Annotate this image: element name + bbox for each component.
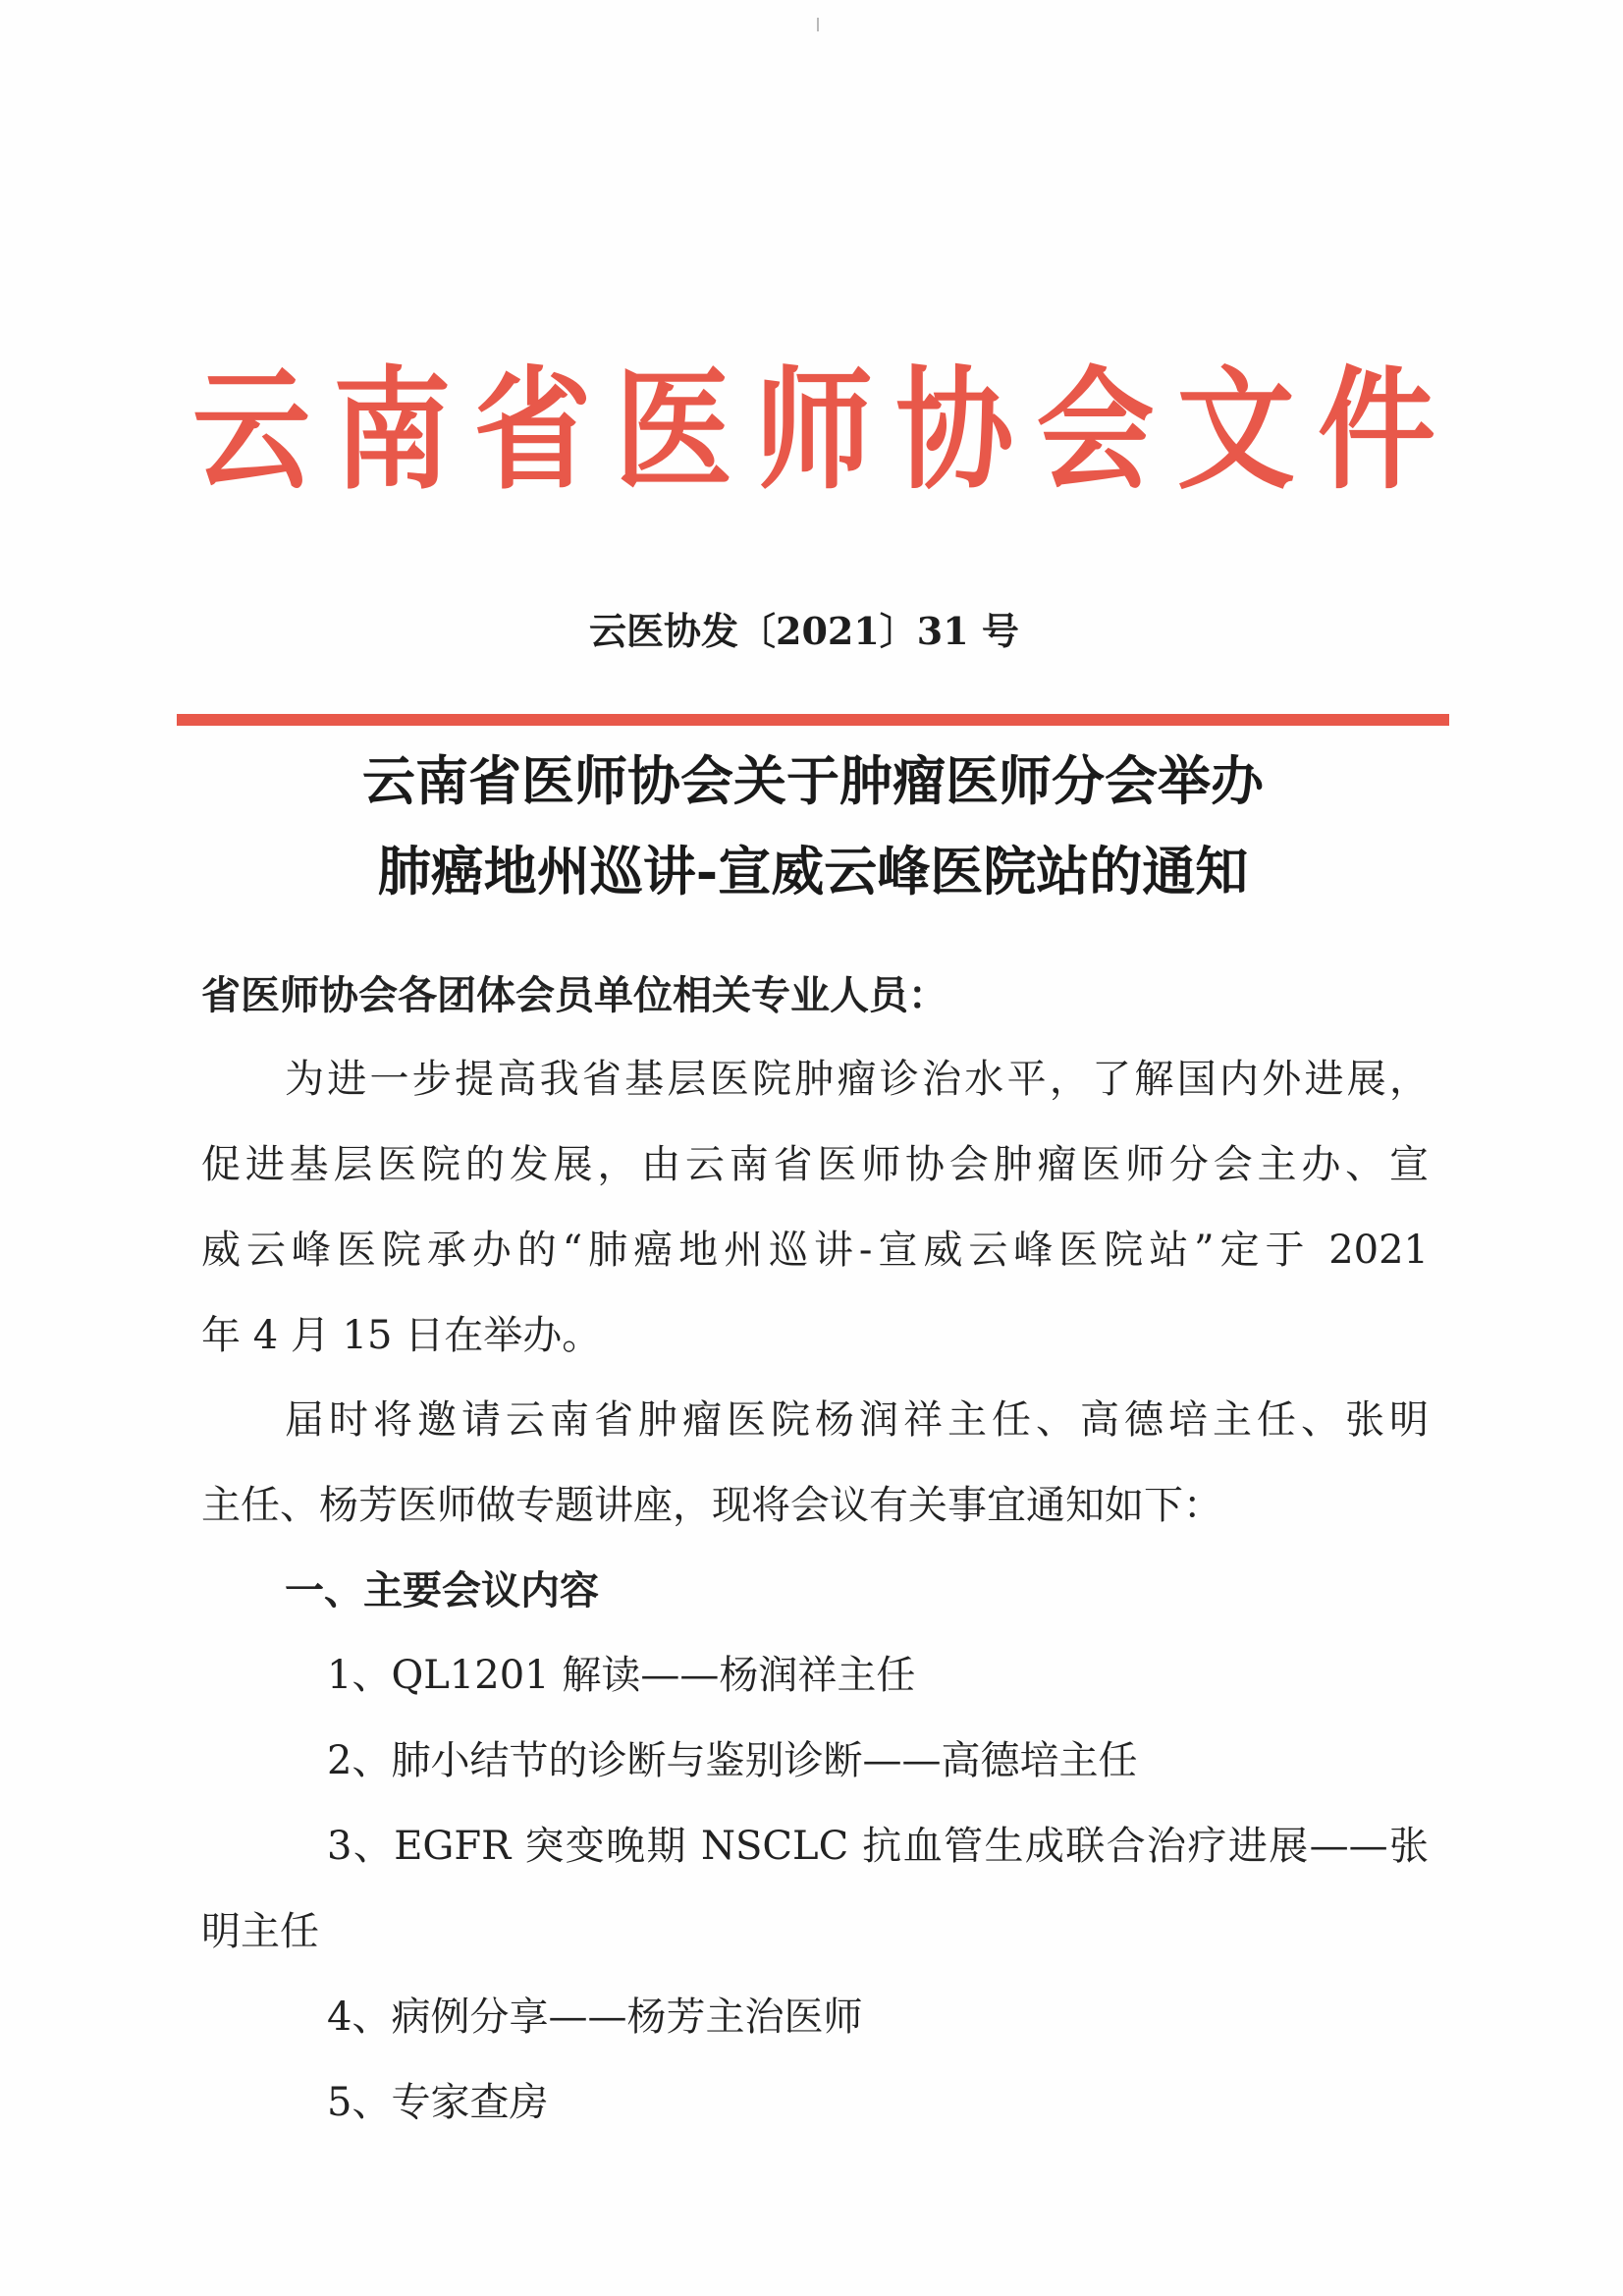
paragraph-1-line-4: 年 4 月 15 日在举办。 bbox=[201, 1313, 602, 1358]
agenda-item-4: 4、病例分享——杨芳主治医师 bbox=[327, 1995, 863, 2040]
red-divider-rule bbox=[177, 714, 1449, 726]
notice-title-line-1: 云南省医师协会关于肿瘤医师分会举办 bbox=[362, 749, 1264, 812]
paragraph-1-line-1: 为进一步提高我省基层医院肿瘤诊治水平，了解国内外进展， bbox=[285, 1057, 1429, 1102]
section-heading-main-content: 一、主要会议内容 bbox=[285, 1567, 599, 1613]
paragraph-1-line-2: 促进基层医院的发展，由云南省医师协会肿瘤医师分会主办、宣 bbox=[201, 1142, 1429, 1187]
agenda-item-3-line-1: 3、EGFR 突变晚期 NSCLC 抗血管生成联合治疗进展——张 bbox=[327, 1824, 1429, 1869]
paragraph-2-line-2: 主任、杨芳医师做专题讲座，现将会议有关事宜通知如下： bbox=[201, 1483, 1222, 1528]
document-number: 云医协发〔2021〕31 号 bbox=[589, 609, 1019, 653]
scan-mark bbox=[817, 18, 819, 31]
addressee: 省医师协会各团体会员单位相关专业人员： bbox=[201, 972, 947, 1018]
agenda-item-1: 1、QL1201 解读——杨润祥主任 bbox=[327, 1653, 916, 1698]
notice-title-line-2: 肺癌地州巡讲-宣威云峰医院站的通知 bbox=[377, 840, 1249, 902]
agenda-item-3-line-2: 明主任 bbox=[201, 1909, 319, 1954]
paragraph-1-line-3: 威云峰医院承办的“肺癌地州巡讲-宣威云峰医院站”定于 2021 bbox=[201, 1228, 1429, 1273]
agenda-item-5: 5、专家查房 bbox=[327, 2080, 549, 2125]
paragraph-2-line-1: 届时将邀请云南省肿瘤医院杨润祥主任、高德培主任、张明 bbox=[285, 1397, 1429, 1443]
agenda-item-2: 2、肺小结节的诊断与鉴别诊断——高德培主任 bbox=[327, 1738, 1138, 1783]
org-document-header: 云南省医师协会文件 bbox=[192, 353, 1439, 509]
